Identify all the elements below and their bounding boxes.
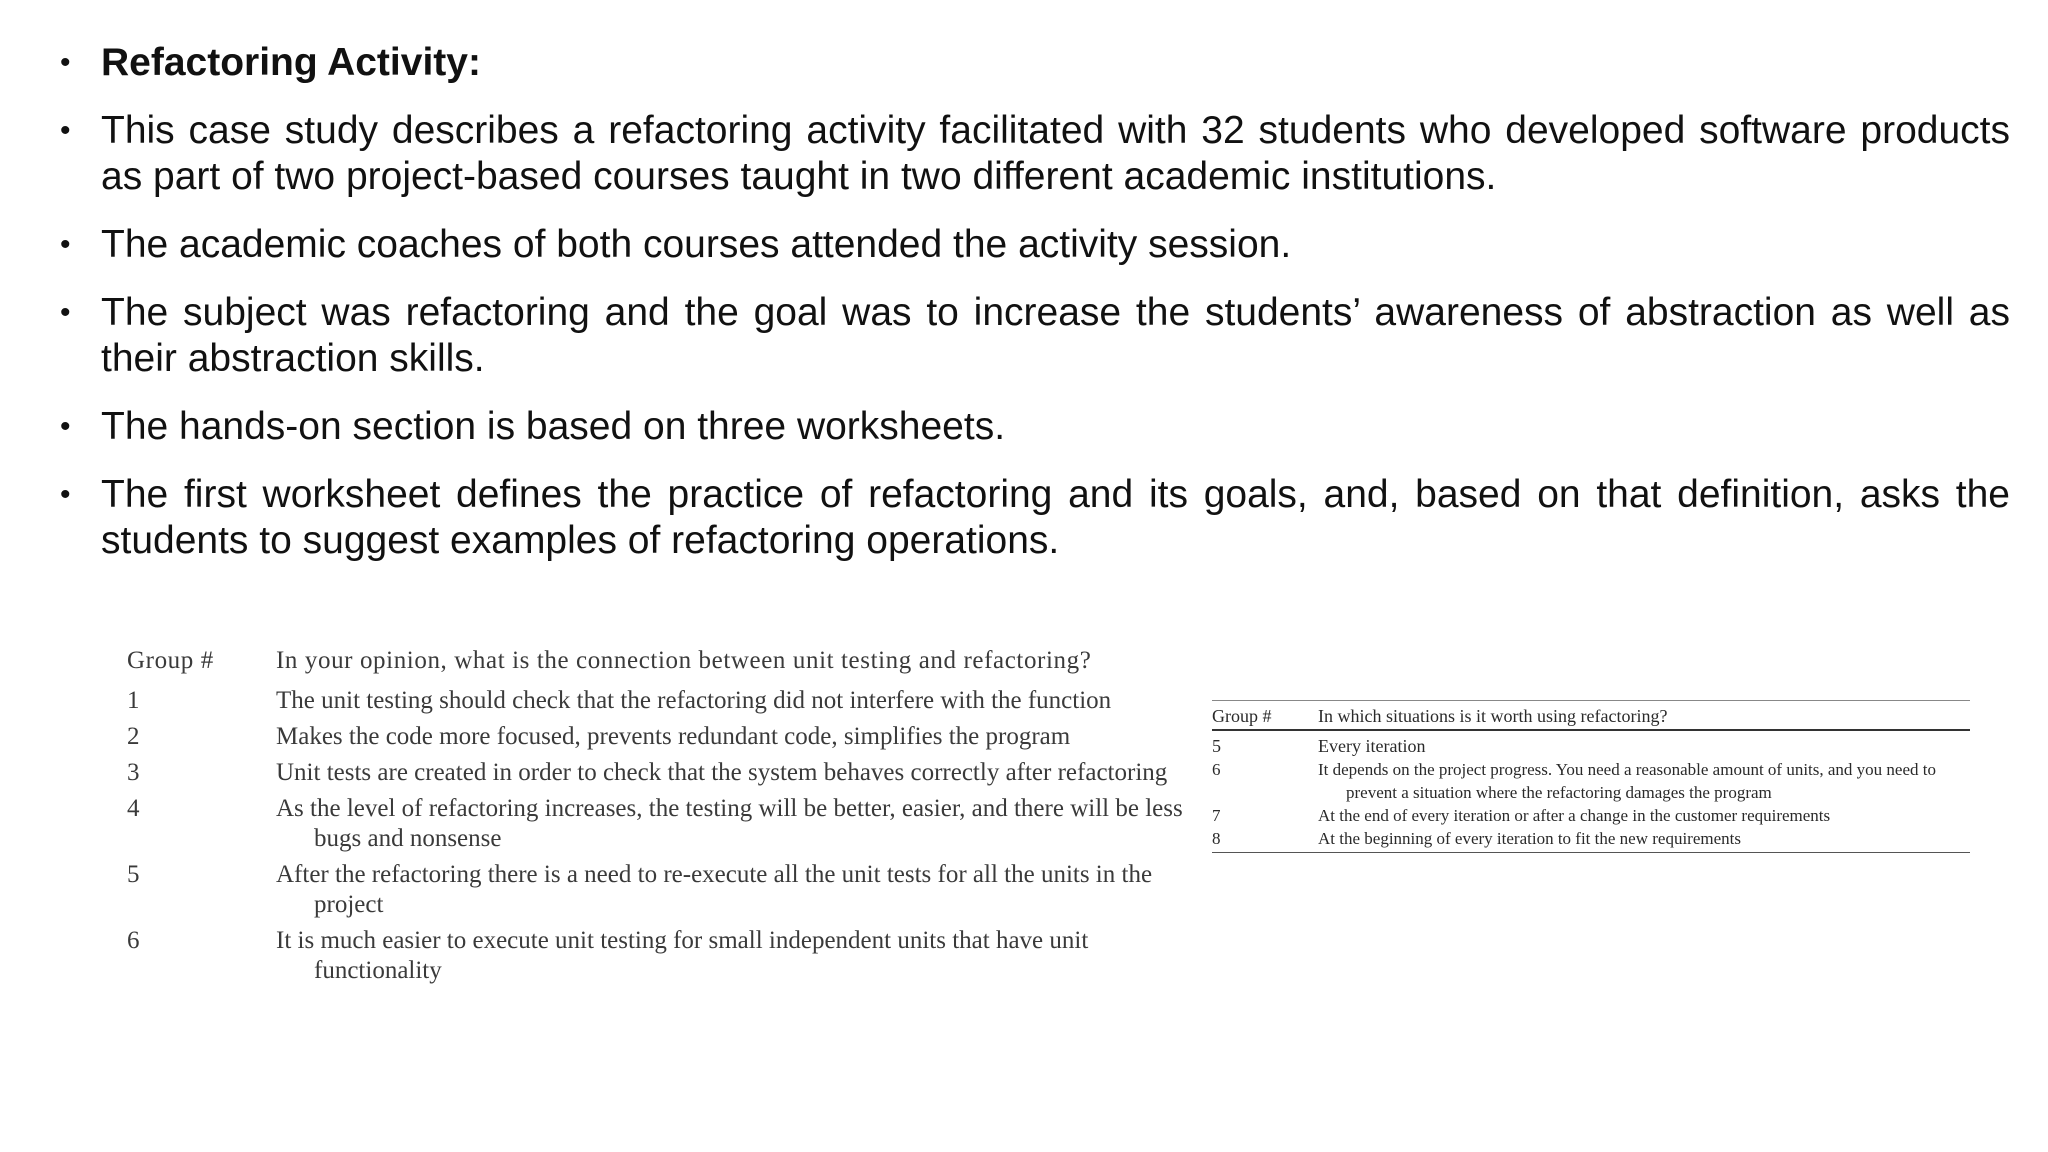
table-row bbox=[127, 926, 1187, 986]
bullet-glyph: • bbox=[60, 114, 71, 147]
answer-text: It is much easier to execute unit testing for small independent units that have unit functionality bbox=[276, 927, 1089, 984]
group-column-header: Group # bbox=[1212, 706, 1272, 726]
question-column-header: In which situations is it worth using refactoring? bbox=[1318, 706, 1668, 726]
table-body bbox=[1212, 731, 1970, 853]
table-row bbox=[127, 686, 1187, 716]
bullet-text: The subject was refactoring and the goal was to increase the students’ awareness of abstraction as well as their abstraction skills. bbox=[101, 291, 2010, 380]
bullet-text: The first worksheet defines the practice of refactoring and its goals, and, based on that definition, asks the students to suggest examples of refactoring operations. bbox=[101, 473, 2010, 562]
bullet-glyph: • bbox=[60, 410, 71, 443]
group-number: 6 bbox=[1212, 760, 1221, 779]
table-row bbox=[127, 758, 1187, 788]
bullet-text: The academic coaches of both courses attended the activity session. bbox=[101, 223, 1292, 266]
group-number: 1 bbox=[127, 687, 140, 714]
group-number: 4 bbox=[127, 795, 140, 822]
bullet-glyph: • bbox=[60, 478, 71, 511]
answer-text: The unit testing should check that the refactoring did not interfere with the function bbox=[276, 687, 1112, 714]
table-header bbox=[127, 648, 1187, 674]
question-column-header: In your opinion, what is the connection between unit testing and refactoring? bbox=[276, 647, 1092, 674]
answer-text: Every iteration bbox=[1318, 736, 1426, 756]
bullet-glyph: • bbox=[60, 296, 71, 329]
bullet-item bbox=[60, 472, 2010, 564]
refactoring-situations-table bbox=[1212, 700, 1970, 853]
table-row bbox=[1212, 804, 1970, 827]
table-row bbox=[1212, 758, 1970, 804]
answer-text: It depends on the project progress. You need a reasonable amount of units, and you need to prevent a situation where the refactoring damages the program bbox=[1318, 760, 1936, 802]
group-number: 3 bbox=[127, 759, 140, 786]
bullet-glyph: • bbox=[60, 228, 71, 261]
bullet-item bbox=[60, 108, 2010, 200]
group-number: 2 bbox=[127, 723, 140, 750]
table-header bbox=[1212, 701, 1970, 731]
table-row bbox=[1212, 827, 1970, 850]
table-row bbox=[127, 794, 1187, 854]
bullet-glyph: • bbox=[60, 46, 71, 79]
bullet-text: This case study describes a refactoring activity facilitated with 32 students who developed software products as part of two project-based courses taught in two different academic institutions. bbox=[101, 109, 2010, 198]
bullet-item bbox=[60, 290, 2010, 382]
group-column-header: Group # bbox=[127, 647, 214, 674]
answer-text: Unit tests are created in order to check that the system behaves correctly after refactoring bbox=[276, 759, 1168, 786]
table-row bbox=[127, 722, 1187, 752]
answer-text: At the end of every iteration or after a change in the customer requirements bbox=[1318, 806, 1831, 825]
group-number: 6 bbox=[127, 927, 140, 954]
bullet-text: The hands-on section is based on three worksheets. bbox=[101, 405, 1006, 448]
bullet-item bbox=[60, 404, 2010, 450]
bullet-item bbox=[60, 40, 2010, 86]
unit-testing-table bbox=[127, 648, 1187, 992]
group-number: 7 bbox=[1212, 806, 1221, 825]
bullet-list bbox=[60, 40, 2010, 586]
bullet-item bbox=[60, 222, 2010, 268]
answer-text: Makes the code more focused, prevents redundant code, simplifies the program bbox=[276, 723, 1071, 750]
group-number: 8 bbox=[1212, 829, 1221, 848]
bullet-text: Refactoring Activity: bbox=[101, 41, 481, 84]
answer-text: As the level of refactoring increases, the testing will be better, easier, and there will be less bugs and nonsense bbox=[276, 795, 1183, 852]
group-number: 5 bbox=[1212, 736, 1221, 756]
table-row bbox=[1212, 735, 1970, 758]
group-number: 5 bbox=[127, 861, 140, 888]
answer-text: After the refactoring there is a need to re-execute all the unit tests for all the units in the project bbox=[276, 861, 1153, 918]
table-row bbox=[127, 860, 1187, 920]
answer-text: At the beginning of every iteration to fit the new requirements bbox=[1318, 829, 1741, 848]
